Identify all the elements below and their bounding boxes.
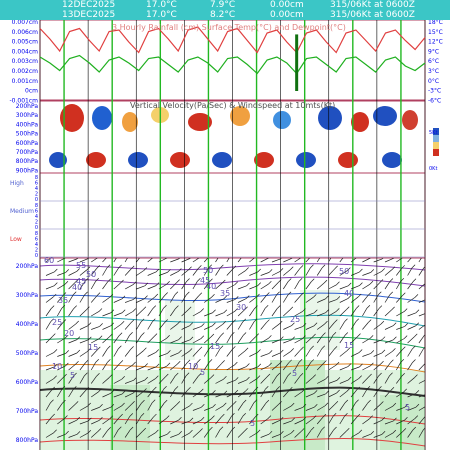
cloud-tick: 4: [34, 214, 38, 220]
wind-barb: [425, 361, 428, 364]
cloud-tick: 8: [34, 203, 38, 209]
contour-label: 15: [88, 343, 99, 352]
velocity-labels: [130, 101, 335, 110]
cloud-tick: 4: [34, 186, 38, 192]
contour-label: 50: [86, 270, 97, 279]
header-rain: 0.00cm: [270, 10, 304, 20]
contour-label: 35: [220, 289, 231, 298]
right-axis-tick: 12°C: [428, 38, 443, 46]
contour-label: 10: [52, 362, 63, 371]
cloud-tick: 0: [34, 197, 38, 203]
right-axis-tick: 18°C: [428, 20, 443, 26]
contour-label: 15: [210, 342, 221, 351]
cloud-tick: 6: [34, 236, 38, 243]
cloud-tick: 0: [34, 253, 38, 259]
left-axis-tick: 0.004cm: [11, 48, 38, 56]
contour-label: 25: [52, 318, 63, 327]
contour-label: 30: [236, 303, 247, 312]
contour-label: 35: [58, 296, 69, 305]
right-axis-tick: 15°C: [428, 28, 443, 36]
left-axis-tick: 0.006cm: [11, 28, 38, 36]
pressure-tick: 200hPa: [15, 103, 38, 110]
velocity-colour-scale: [429, 128, 439, 172]
surface-labels: [112, 23, 346, 32]
header-min-temp: 8.2°C: [210, 10, 236, 20]
right-axis-tick: 0°C: [428, 77, 440, 85]
header-max-temp: 17.0°C: [146, 0, 177, 10]
right-axis-tick: 9°C: [428, 48, 440, 56]
contour-label: 40: [344, 289, 355, 298]
wind-barb: [427, 296, 430, 299]
pressure-tick: 700hPa: [15, 408, 38, 415]
pressure-tick: 800hPa: [15, 437, 38, 444]
left-axis-tick: 0.003cm: [11, 58, 38, 66]
contour-label: 5: [200, 368, 206, 377]
cloud-tick: 2: [34, 191, 38, 198]
left-axis-tick: 0.001cm: [11, 77, 38, 85]
cloud-tick: 6: [34, 180, 38, 187]
pressure-tick: 600hPa: [15, 139, 38, 147]
contour-label: 20: [64, 329, 75, 338]
cloud-tick: 6: [34, 208, 38, 215]
right-axis-tick: -3°C: [428, 87, 442, 95]
wind-barb: [427, 310, 430, 313]
contour-label: 40: [206, 282, 217, 291]
contour-label: 50: [339, 267, 350, 276]
cloud-tick: 8: [34, 231, 38, 237]
pressure-tick: 900hPa: [15, 167, 38, 175]
meteogram-chart: [0, 20, 450, 450]
header-date: 12DEC2025: [62, 0, 116, 10]
left-axis-tick: -0.001cm: [9, 97, 38, 105]
right-axis-tick: -6°C: [428, 97, 442, 105]
pressure-tick: 500hPa: [15, 130, 38, 138]
contour-label: 40: [72, 283, 83, 292]
pressure-tick: 300hPa: [15, 112, 38, 120]
wind-barb: [427, 376, 430, 379]
header-max-temp: 17.0°C: [146, 10, 177, 20]
velocity-title: Vertical Velocity(Pa/Sec) & Windspeed at 10mts(Kt): [130, 101, 336, 110]
rain-bar: [295, 34, 298, 91]
header-wind: 315/06Kt at 0600Z: [330, 10, 415, 20]
left-axis-tick: 0.007cm: [11, 20, 38, 26]
cloud-tick: 8: [34, 175, 38, 181]
contour-label: 10: [188, 362, 199, 371]
surface-title: 3 Hourly Rainfall (cm) Surface Temp(°C) and Dewpoint(°C): [112, 23, 346, 32]
wind-barb: [427, 391, 430, 394]
pressure-tick: 300hPa: [15, 292, 38, 299]
right-axis-tick: 6°C: [428, 58, 440, 66]
pressure-tick: 600hPa: [15, 379, 38, 386]
header-row-day2: [0, 10, 450, 20]
header-bar: [0, 0, 450, 20]
contour-label: 15: [344, 341, 355, 350]
scale-label: 0Kt: [429, 166, 438, 172]
header-min-temp: 7.9°C: [210, 0, 236, 10]
contour-label: 55: [76, 261, 87, 270]
header-wind: 315/06Kt at 0600Z: [330, 0, 415, 10]
contour-label: 60: [44, 256, 55, 265]
cloud-level-label: High: [10, 180, 24, 187]
left-axis-tick: 0.005cm: [11, 38, 38, 46]
header-date: 13DEC2025: [62, 10, 116, 20]
left-axis-tick: 0cm: [25, 87, 38, 95]
pressure-tick: 400hPa: [15, 321, 38, 328]
cloud-tick: 0: [34, 225, 38, 231]
left-axis-tick: 0.002cm: [11, 68, 38, 75]
wind-barb: [427, 403, 430, 406]
cloud-tick: 2: [34, 247, 38, 254]
pressure-tick: 400hPa: [15, 121, 38, 129]
header-row-day1: [0, 0, 450, 10]
scale-label: 5Kt: [429, 130, 438, 136]
contour-label: 5: [70, 371, 76, 380]
cloud-tick: 2: [34, 219, 38, 226]
wind-barb: [426, 280, 429, 283]
contour-label: 50: [203, 266, 214, 275]
pressure-tick: 500hPa: [15, 350, 38, 357]
cloud-tick: 4: [34, 242, 38, 248]
moist-shade: [380, 395, 425, 450]
pressure-tick: 200hPa: [15, 263, 38, 270]
wind-barb: [426, 321, 429, 324]
contour-label: 5: [292, 369, 298, 378]
contour-label: 45: [200, 276, 211, 285]
header-rain: 0.00cm: [270, 0, 304, 10]
contour-label: 5: [250, 419, 256, 428]
contour-label: 45: [76, 277, 87, 286]
right-axis-tick: 3°C: [428, 68, 440, 75]
pressure-tick: 800hPa: [15, 158, 38, 166]
contour-label: 25: [290, 315, 301, 324]
cloud-level-label: Low: [10, 236, 22, 243]
cloud-level-label: Medium: [10, 208, 34, 215]
moist-shade: [300, 290, 340, 350]
pressure-tick: 700hPa: [15, 149, 38, 156]
contour-label: 5: [405, 403, 411, 412]
